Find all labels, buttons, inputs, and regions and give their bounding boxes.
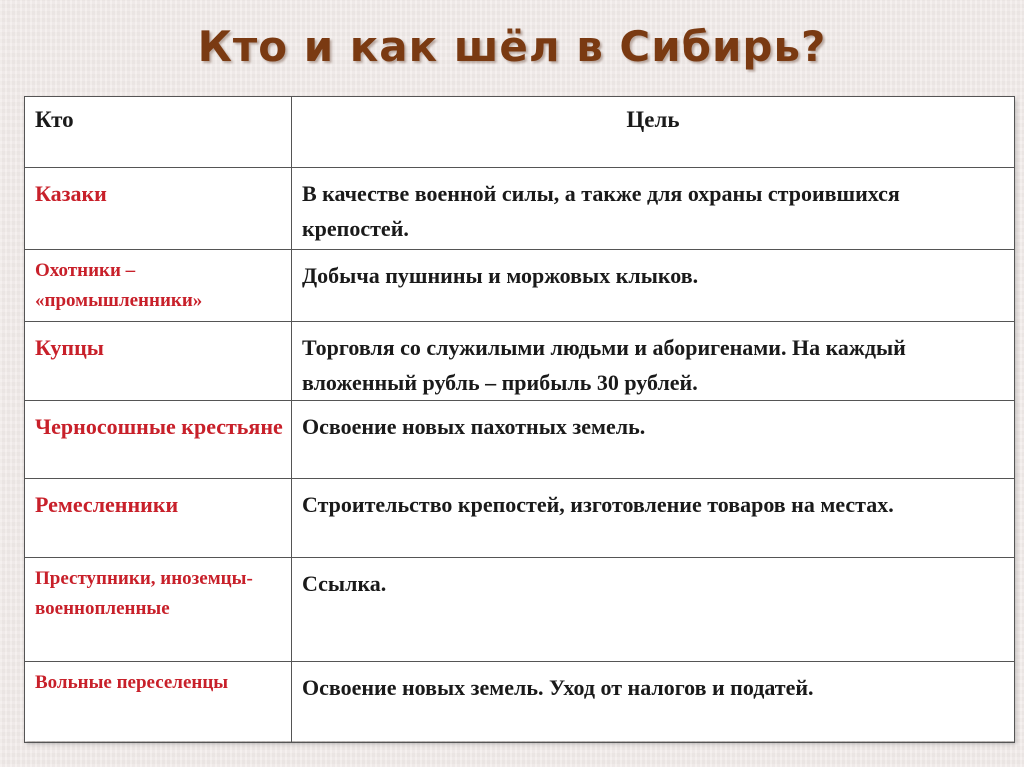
table-header-row [25,97,1015,168]
header-who: Кто [25,97,292,168]
row-goal-cell: Торговля со служилыми людьми и аборигенами. На каждый вложенный рубль – прибыль 30 рублей. [292,322,1015,401]
row-who-cell: Черносошные крестьяне [25,401,292,479]
row-who-cell: Вольные переселенцы [25,662,292,743]
row-goal-cell: Освоение новых земель. Уход от налогов и податей. [292,662,1015,743]
row-who-cell: Охотники – «промышленники» [25,250,292,322]
row-who-cell: Ремесленники [25,479,292,558]
table-row [25,558,1015,662]
table-row [25,479,1015,558]
slide-title: Кто и как шёл в Сибирь? [197,22,827,71]
row-goal-cell: Освоение новых пахотных земель. [292,401,1015,479]
row-who-cell: Преступники, иноземцы-военнопленные [25,558,292,662]
row-goal-cell: Ссылка. [292,558,1015,662]
header-goal: Цель [292,97,1015,168]
row-goal-cell: Строительство крепостей, изготовление товаров на местах. [292,479,1015,558]
table-row [25,250,1015,322]
row-who-cell: Казаки [25,168,292,250]
table-row [25,662,1015,743]
table-row [25,322,1015,401]
table-row [25,401,1015,479]
row-goal-cell: Добыча пушнины и моржовых клыков. [292,250,1015,322]
row-who-cell: Купцы [25,322,292,401]
who-goal-table [24,96,1015,743]
table-row [25,168,1015,250]
row-goal-cell: В качестве военной силы, а также для охраны строившихся крепостей. [292,168,1015,250]
